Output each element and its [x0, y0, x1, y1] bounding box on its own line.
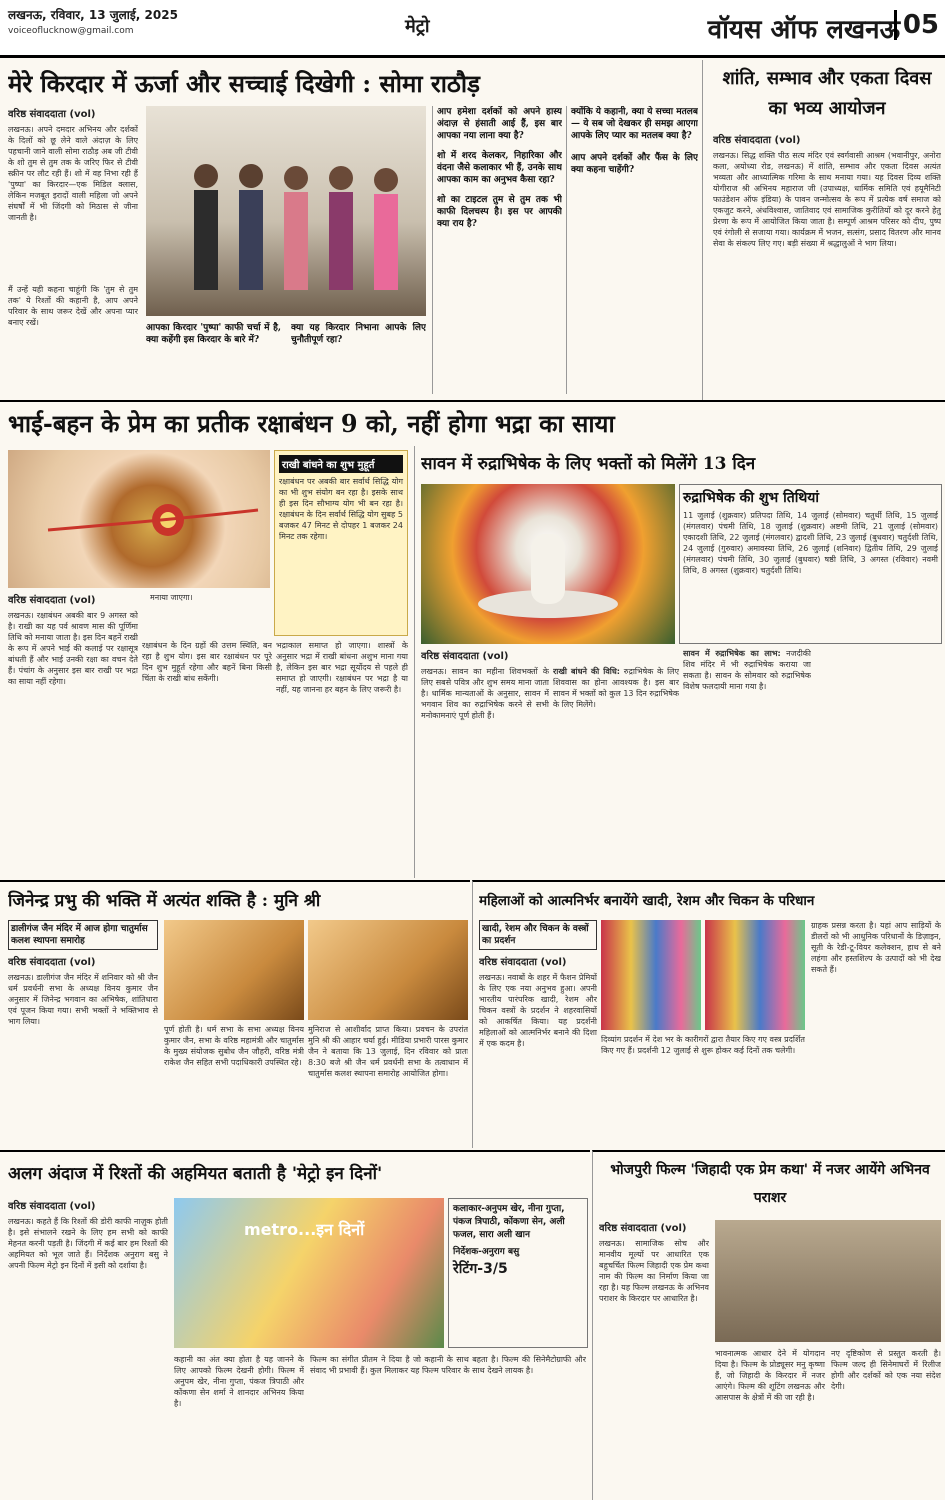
soma-far-right-col: [566, 106, 698, 394]
raksha-body-1: लखनऊ। रक्षाबंधन अबकी बार 9 अगस्त को है। राखी का यह पर्व श्रावण मास की पूर्णिमा तिथि को मनाया जाता है। इस दिन बहनें राखी के रूप में अपने भाई की कलाई पर रक्षासूत्र बांधती हैं और भाई उनकी रक्षा का वचन देते हैं। पंचांग के अनुसार इस बार राखी पर भद्रा का साया नहीं रहेगा।: [8, 611, 138, 686]
soma-lead: लखनऊ। अपने दमदार अभिनय और दर्शकों के दिलों को छू लेने वाले अंदाज़ के लिए पहचानी जाने वाली सोमा राठौड़ अब जी टीवी के शो तुम से तुम तक के जरिए फिर से टीवी स्क्रीन पर लौट रही हैं। शो में वह निभा रही हैं 'पुष्पा' का किरदार—एक मिडिल क्लास, लेकिन मजबूत इरादों वाली महिला जो अपने संघर्षों में भी जिंदगी को मिठास से जीना जानती है।: [8, 125, 138, 222]
raksha-body-3: भद्राकाल समाप्त हो जाएगा। शास्त्रों के अनुसार भद्रा में राखी बांधना अशुभ माना गया है, लेकिन इस बार भद्रा सूर्योदय से पहले ही समाप्त हो जाएगी। रक्षाबंधन पर भद्रा है या नहीं, यह जानना हर बहन के लिए जरूरी है।: [276, 641, 408, 694]
fabric-stall-photo-2: [705, 920, 805, 1030]
sawan-body-3: नजदीकी शिव मंदिर में भी रुद्राभिषेक कराया जा सकता है। सावन के सोमवार को रुद्राभिषेक विशेष फलदायी माना गया है।: [683, 649, 811, 691]
soma-question-6: आप अपने दर्शकों और फैंस के लिए क्या कहना चाहेंगी?: [571, 153, 698, 175]
rakhi-illustration: [8, 450, 270, 588]
soma-event-photo: [146, 106, 426, 316]
khadi-tag: खादी, रेशम और चिकन के वस्त्रों का प्रदर्शन: [479, 920, 597, 950]
rudrabhishek-box: [679, 484, 942, 644]
soma-right-col: [432, 106, 562, 394]
shivling-illustration: [421, 484, 675, 644]
khadi-body-2: दिव्यांग प्रदर्शन में देश भर के कारीगरों द्वारा तैयार किए गए वस्त्र प्रदर्शित किए गए हैं। प्रदर्शनी 12 जुलाई से शुरू होकर कई दिनों तक चलेगी।: [601, 1035, 805, 1055]
metro-headline: अलग अंदाज में रिश्तों की अहमियत बताती है 'मेट्रो इन दिनों': [8, 1164, 383, 1184]
soma-q1-answer-col: [146, 322, 281, 394]
soma-question-4: शो में शरद केलकर, निहारिका और वंदना जैसे कलाकार भी हैं, उनके साथ आपका काम का अनुभव कैसा रहा?: [437, 151, 562, 185]
sawan-body-3-col: [683, 648, 811, 872]
khadi-byline: वरिष्ठ संवाददाता (vol): [479, 957, 567, 968]
sawan-story: [414, 446, 945, 878]
jinendra-story: [0, 880, 470, 1148]
rudrabhishek-box-title: रुद्राभिषेक की शुभ तिथियां: [683, 490, 820, 506]
muhurat-box-body: रक्षाबंधन पर अबकी बार सर्वार्थ सिद्धि योग का भी शुभ संयोग बन रहा है। इसके साथ ही इस दिन सौभाग्य योग भी बन रहा है। रक्षाबंधन के दिन सर्वार्थ सिद्धि योग सुबह 5 बजकर 47 मिनट से दोपहर 1 बजकर 24 मिनट तक रहेगा।: [279, 477, 403, 541]
shivling-photo: [421, 484, 675, 644]
event-photo-illustration: [146, 106, 426, 316]
shanti-byline: वरिष्ठ संवाददाता (vol): [713, 135, 801, 146]
rakhi-photo: [8, 450, 270, 588]
soma-headline: मेरे किरदार में ऊर्जा और सच्चाई दिखेगी : सोमा राठौड़: [8, 69, 480, 98]
metro-story: [0, 1150, 590, 1500]
sawan-body-2-col: [553, 666, 679, 872]
rudrabhishek-dates: 11 जुलाई (शुक्रवार) प्रतिपदा तिथि, 14 जुलाई (सोमवार) चतुर्थी तिथि, 15 जुलाई (मंगलवार) पंचमी तिथि, 18 जुलाई (शुक्रवार) अष्टमी तिथि, 21 जुलाई (सोमवार) एकादशी तिथि, 22 जुलाई (मंगलवार) द्वादशी तिथि, 23 जुलाई (बुधवार) चतुर्दशी तिथि, 24 जुलाई (गुरुवार) अमावस्या तिथि, 26 जुलाई (शनिवार) द्वितीय तिथि, 29 जुलाई (मंगलवार) पंचमी तिथि, 30 जुलाई (बुधवार) षष्ठी तिथि, 3 अगस्त (रविवार) नवमी तिथि, 8 अगस्त (शुक्रवार) चतुर्दशी तिथि।: [683, 511, 938, 575]
shanti-body: लखनऊ। सिद्ध शक्ति पीठ सत्य मंदिर एवं स्वर्गवासी आश्रम (भवानीपुर, अनोरा कला, अयोध्या रोड, लखनऊ) में शांति, सम्भाव और एकता दिवस अत्यंत भव्यता और आध्यात्मिक गरिमा के साथ मनाया गया। यह दिवस दिव्य शक्ति योगीराज श्री अभिनय महाराज जी (उपाध्यक्ष, धार्मिक समिति एवं हयूमैनिटी फाउंडेशन ऑफ इंडिया) के पावन जन्मोत्सव के रूप में प्रत्येक वर्ष समाज को एकजुट करने, अंधविश्वास, जातिवाद एवं सामाजिक कुरीतियों को दूर करने हेतु प्रेरणा के रूप में आयोजित किया जाता है। सम्पूर्ण आश्रम परिसर को दीप, पुष्प एवं रंगोली से सजाया गया। कार्यक्रम में भजन, सत्संग, प्रसाद वितरण और मानव सेवा के संकल्प लिए गए। बड़ी संख्या में श्रद्धालुओं ने भाग लिया।: [713, 151, 941, 248]
bhojpuri-body: लखनऊ। सामाजिक सोच और मानवीय मूल्यों पर आधारित एक बहुचर्चित फिल्म जिहादी एक प्रेम कथा नाम की फिल्म का निर्माण किया जा रहा है। यह फिल्म लखनऊ के अभिनव पराशर के किरदार पर आधारित है।: [599, 1239, 709, 1303]
section-label: मेट्रो: [405, 16, 430, 37]
newspaper-brand: वॉयस ऑफ लखनऊ: [707, 15, 900, 45]
khadi-body: लखनऊ। नवाबों के शहर में फैशन प्रेमियों के लिए एक नया अनुभव हुआ। अपनी भारतीय पारंपरिक खादी, रेशम और चिकन वस्त्रों के प्रदर्शन ने शहरवासियों को आकर्षित किया। यह प्रदर्शनी महिलाओं को आत्मनिर्भर बनाने की दिशा में एक कदम है।: [479, 973, 597, 1048]
soma-question-1: आपका किरदार 'पुष्पा' काफी चर्चा में है, क्या कहेंगी इस किरदार के बारे में?: [146, 323, 281, 345]
jinendra-body: लखनऊ। डालीगंज जैन मंदिर में शनिवार को श्री जैन धर्म प्रवर्धनी सभा के अध्यक्ष विनय कुमार जैन अनुसार में जिनेन्द्र भगवान का अभिषेक, शांतिधारा एवं पूजन किया गया। सभी भक्तों ने भक्तिभाव से भाग लिया।: [8, 973, 158, 1026]
metro-body-2: कहानी का अंत क्या होता है यह जानने के लिए आपको फिल्म देखनी होगी। फिल्म में अनुपम खेर, नीना गुप्ता, पंकज त्रिपाठी और कोंकणा सेन शर्मा ने शानदार अभिनय किया है।: [174, 1355, 304, 1408]
metro-director: निर्देशक-अनुराग बसु: [453, 1247, 520, 1257]
jain-temple-photo: [164, 920, 304, 1020]
sawan-subhead-2: सावन में रुद्राभिषेक का लाभ:: [683, 649, 781, 658]
muhurat-box-title: राखी बांधने का शुभ मुहूर्त: [279, 455, 403, 473]
shanti-headline: शांति, सम्भाव और एकता दिवस का भव्य आयोजन: [722, 68, 932, 119]
metro-credits-box: [448, 1198, 588, 1348]
raksha-story: [0, 446, 412, 878]
masthead: [0, 0, 945, 58]
raksha-body-2: रक्षाबंधन के दिन ग्रहों की उत्तम स्थिति, बन रहा है शुभ योग। इस बार रक्षाबंधन पर पूरे दिन शुभ मुहूर्त रहेगा और बहनें बिना किसी चिंता के राखी बांध सकेंगी।: [142, 641, 272, 683]
soma-story: [0, 60, 700, 400]
khadi-story: [472, 880, 945, 1148]
email: voiceoflucknow@gmail.com: [8, 26, 134, 36]
metro-rating: रेटिंग-3/5: [453, 1261, 508, 1277]
metro-byline: वरिष्ठ संवाददाता (vol): [8, 1201, 96, 1212]
bhojpuri-group-photo: [715, 1220, 941, 1342]
soma-closing: मैं उन्हें यही कहना चाहूंगी कि 'तुम से तुम तक' ये रिश्तों की कहानी है, आप अपने परिवार के साथ जरूर देखें और अपना प्यार बनाए रखें।: [8, 285, 138, 327]
page-number: 05: [894, 10, 939, 40]
jinendra-headline: जिनेन्द्र प्रभु की भक्ति में अत्यंत शक्ति है : मुनि श्री: [8, 891, 321, 911]
soma-q2-col: [291, 322, 426, 394]
jinendra-tag: डालीगंज जैन मंदिर में आज होगा चातुर्मास कलश स्थापना समारोह: [8, 920, 158, 950]
sawan-body-2: रुद्राभिषेक के लिए शिववास का होना आवश्यक है। इस बार सावन में भक्तों को कुल 13 दिन रुद्राभिषेक के लिए मिलेंगे।: [553, 667, 679, 709]
jinendra-byline: वरिष्ठ संवाददाता (vol): [8, 957, 96, 968]
sawan-headline: सावन में रुद्राभिषेक के लिए भक्तों को मिलेंगे 13 दिन: [421, 454, 756, 474]
metro-poster-title: metro...इन दिनों: [244, 1220, 365, 1239]
muni-shri-photo: [308, 920, 468, 1020]
sawan-byline: वरिष्ठ संवाददाता (vol): [421, 651, 509, 662]
khadi-headline: महिलाओं को आत्मनिर्भर बनायेंगे खादी, रेशम और चिकन के परिधान: [479, 893, 815, 909]
sawan-body-1: लखनऊ। सावन का महीना शिवभक्तों के लिए सबसे पवित्र और शुभ समय माना जाता है। धार्मिक मान्यताओं के अनुसार, सावन में भगवान शिव का रुद्राभिषेक करने से सभी मनोकामनाएं पूर्ण होती हैं।: [421, 667, 549, 720]
dateline: लखनऊ, रविवार, 13 जुलाई, 2025: [8, 8, 178, 22]
jinendra-caption: पूर्ण होती है। धर्म सभा के सभा अध्यक्ष विनय कुमार जैन, सभा के वरिष्ठ महामंत्री और चातुर्मास के मुख्य संयोजक सुबोध जैन जौहरी, वरिष्ठ मंत्री राकेश जैन सहित सभी पदाधिकारी उपस्थित रहे।: [164, 1025, 304, 1067]
bhojpuri-byline: वरिष्ठ संवाददाता (vol): [599, 1223, 687, 1234]
shanti-story: [702, 60, 945, 400]
muhurat-box: [274, 450, 408, 636]
soma-byline: वरिष्ठ संवाददाता (vol): [8, 109, 96, 120]
raksha-banner: भाई-बहन के प्रेम का प्रतीक रक्षाबंधन 9 को, नहीं होगा भद्रा का साया: [0, 400, 945, 444]
bhojpuri-body-3: नए दृष्टिकोण से प्रस्तुत करती है। फिल्म जल्द ही सिनेमाघरों में रिलीज होगी और दर्शकों को एक नया संदेश देगी।: [831, 1349, 941, 1391]
soma-question-2: क्या यह किरदार निभाना आपके लिए चुनौतीपूर्ण रहा?: [291, 323, 426, 345]
sawan-subhead: राखी बांधने की विधि:: [553, 667, 620, 676]
soma-question-3: आप हमेशा दर्शकों को अपने हास्य अंदाज़ से हंसाती आई हैं, इस बार आपका नया लाना क्या है?: [437, 107, 562, 141]
soma-question-5: क्योंकि ये कहानी, क्या ये सच्चा मतलब— ये सब जो देखकर ही समझ आएगा आपके लिए प्यार का मतलब क्या है?: [571, 107, 698, 141]
khadi-body-3: ग्राहक प्रसन्न करता है। यहां आप साड़ियों के डीलरों को भी आधुनिक परिधानों के डिज़ाइन, सूती के रेडी-टू-वियर कलेक्शन, हाथ से बने लहंगा और हस्तशिल्प के उत्पादों को भी देख सकते हैं।: [811, 921, 941, 974]
soma-question-7: शो का टाइटल तुम से तुम तक भी काफी दिलचस्प है। इस पर आपकी क्या राय है?: [437, 195, 562, 229]
bhojpuri-story: [592, 1150, 945, 1500]
jinendra-body-2: मुनिराज से आशीर्वाद प्राप्त किया। प्रवचन के उपरांत मुनि श्री की आहार चर्या हुई। मीडिया प्रभारी पारस कुमार जैन ने बताया कि 13 जुलाई, दिन रविवार को प्रातः 8:30 बजे श्री जैन धर्म प्रवर्धनी सभा के तत्वाधान में चातुर्मास कलश स्थापना समारोह आयोजित होगा।: [308, 1025, 468, 1078]
metro-cast: कलाकार-अनुपम खेर, नीना गुप्ता, पंकज त्रिपाठी, कोंकणा सेन, अली फजल, सारा अली खान: [453, 1204, 565, 1240]
bhojpuri-headline: भोजपुरी फिल्म 'जिहादी एक प्रेम कथा' में नजर आयेंगे अभिनव पराशर: [610, 1162, 930, 1206]
raksha-byline: वरिष्ठ संवाददाता (vol): [8, 595, 96, 606]
metro-poster: [174, 1198, 444, 1348]
raksha-photo-caption: मनाया जाएगा।: [150, 593, 193, 602]
metro-body-3: फिल्म का संगीत प्रीतम ने दिया है जो कहानी के साथ बहता है। फिल्म की सिनेमैटोग्राफी और संवाद भी प्रभावी हैं। कुल मिलाकर यह फिल्म परिवार के साथ देखने लायक है।: [310, 1355, 586, 1375]
bhojpuri-body-2: भावनात्मक आधार देने में योगदान दिया है। फिल्म के प्रोड्यूसर मनु कृष्णा हैं, जो जिहादी के किरदार में नजर आएंगे। फिल्म की शूटिंग लखनऊ और आसपास के क्षेत्रों में की जा रही है।: [715, 1349, 825, 1402]
metro-body: लखनऊ। कहते हैं कि रिश्तों की डोरी काफी नाज़ुक होती है। इसे संभालने रखने के लिए हम सभी को काफी मेहनत करनी पड़ती है। जिंदगी में कई बार हम रिश्तों की अहमियत को भूल जाते हैं। निर्देशक अनुराग बसु ने अपनी फिल्म मेट्रो इन दिनों में इसी को दर्शाया है।: [8, 1217, 168, 1270]
fabric-stall-photo-1: [601, 920, 701, 1030]
